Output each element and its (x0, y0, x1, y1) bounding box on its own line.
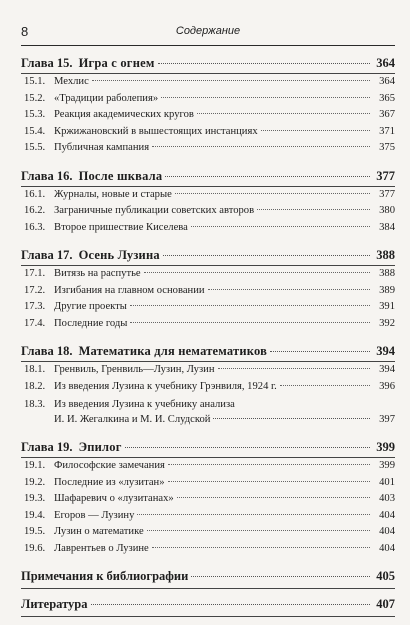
dot-leader (270, 351, 370, 352)
back-matter-notes (21, 569, 395, 589)
header-rule (21, 45, 395, 46)
back-matter-literature (21, 597, 395, 617)
section-number: 16.3. (24, 221, 46, 233)
section-number: 15.3. (24, 109, 46, 120)
dot-leader (257, 209, 370, 210)
section-title: Кржижановский в вышестоящих инстанциях (54, 125, 258, 137)
chapter-16 (21, 169, 395, 239)
dot-leader (91, 604, 370, 605)
section-title: «Традиции раболепия» (54, 92, 159, 104)
section-number: 18.1. (24, 364, 46, 375)
section-item (21, 222, 395, 239)
dot-leader (175, 193, 370, 194)
section-page: 384 (379, 221, 395, 233)
dot-leader (163, 255, 370, 256)
section-item (21, 493, 395, 510)
section-item (21, 364, 395, 381)
dot-leader (152, 547, 370, 548)
back-matter-title: Примечания к библиографии (21, 569, 189, 583)
section-item (21, 510, 395, 527)
section-number: 15.4. (24, 125, 46, 137)
chapter-number: Глава 17. (21, 248, 73, 262)
section-item (21, 142, 395, 159)
dot-leader (197, 113, 370, 114)
running-title: Содержание (175, 25, 241, 37)
back-matter-title: Литература (21, 597, 88, 611)
dot-leader (191, 576, 370, 577)
section-page: 380 (379, 205, 395, 216)
chapter-rule (21, 73, 395, 74)
section-title: Публичная кампания (54, 142, 150, 153)
section-page: 404 (379, 526, 395, 537)
section-page: 375 (379, 142, 395, 153)
dot-leader (177, 497, 370, 498)
section-item (21, 109, 395, 126)
dot-leader (161, 97, 370, 98)
chapter-page: 394 (376, 344, 395, 358)
section-title-last-line (54, 414, 395, 431)
dot-leader (218, 368, 371, 369)
section-item (21, 189, 395, 206)
section-page: 399 (379, 460, 395, 471)
dot-leader (208, 289, 370, 290)
section-title-block (54, 397, 395, 430)
section-number: 19.1. (24, 460, 46, 471)
section-title: Философские замечания (54, 460, 165, 471)
chapter-page: 399 (376, 440, 395, 454)
chapter-title: Игра с огнем (78, 56, 155, 70)
section-number: 18.3. (24, 399, 46, 410)
section-number: 17.3. (24, 301, 46, 312)
section-page: 389 (379, 284, 395, 296)
section-item (21, 460, 395, 477)
section-number: 16.2. (24, 205, 46, 216)
dot-leader (144, 272, 370, 273)
chapter-18 (21, 344, 395, 430)
section-number: 16.1. (24, 188, 46, 200)
dot-leader (125, 447, 370, 448)
section-page: 364 (379, 76, 395, 87)
dot-leader (137, 514, 370, 515)
section-title-line: Из введения Лузина к учебнику анализа (54, 399, 235, 410)
dot-leader (147, 530, 370, 531)
chapter-page: 364 (376, 56, 395, 70)
dot-leader (92, 80, 370, 81)
section-page: 367 (379, 109, 395, 120)
chapter-17 (21, 248, 395, 334)
section-item (21, 205, 395, 222)
dot-leader (152, 146, 370, 147)
section-title: Последние годы (54, 317, 128, 329)
section-item (21, 381, 395, 398)
section-item (21, 93, 395, 110)
dot-leader (280, 385, 370, 386)
section-number: 19.4. (24, 509, 46, 521)
dot-leader (191, 226, 370, 227)
chapter-number: Глава 15. (21, 56, 73, 70)
section-page: 377 (379, 188, 395, 200)
dot-leader (168, 464, 370, 465)
section-item (21, 397, 395, 430)
section-number: 19.2. (24, 476, 46, 488)
section-title: Витязь на распутье (54, 268, 141, 279)
dot-leader (168, 481, 370, 482)
section-title: Гренвиль, Гренвиль—Лузин, Лузин (54, 364, 215, 375)
dot-leader (130, 322, 370, 323)
chapter-19 (21, 440, 395, 559)
section-item (21, 526, 395, 543)
section-number: 15.1. (24, 76, 46, 87)
section-page: 404 (379, 509, 395, 521)
back-matter-page: 405 (376, 569, 395, 583)
section-title: Реакция академических кругов (54, 109, 194, 120)
section-page: 391 (379, 301, 395, 312)
dot-leader (213, 418, 370, 419)
chapter-title: Эпилог (78, 440, 122, 454)
dot-leader (165, 176, 370, 177)
chapter-15 (21, 56, 395, 159)
section-title: Мехлис (54, 76, 89, 87)
back-matter-rule (21, 588, 395, 589)
section-number: 15.5. (24, 142, 46, 153)
chapter-title: После шквала (78, 168, 163, 183)
section-page: 397 (379, 413, 395, 425)
section-item (21, 301, 395, 318)
section-page: 394 (379, 364, 395, 375)
section-page: 365 (379, 92, 395, 104)
section-number: 17.2. (24, 284, 46, 296)
section-title: Журналы, новые и старые (54, 188, 172, 200)
dot-leader (261, 130, 370, 131)
chapter-number: Глава 16. (21, 168, 73, 183)
section-number: 17.1. (24, 268, 46, 279)
section-title: И. И. Жегалкина и М. И. Слудской (54, 413, 211, 425)
section-title: Из введения Лузина к учебнику Грэнвиля, 1924 г. (54, 380, 277, 392)
chapter-number: Глава 18. (21, 344, 73, 358)
section-item (21, 318, 395, 335)
section-page: 401 (379, 476, 395, 488)
chapter-rule (21, 457, 395, 458)
section-number: 18.2. (24, 380, 46, 392)
page-number: 8 (21, 24, 29, 39)
section-title: Шафаревич о «лузитанах» (54, 493, 174, 504)
dot-leader (158, 63, 370, 64)
chapter-title: Математика для нематематиков (78, 344, 268, 358)
back-matter-page: 407 (376, 597, 395, 611)
section-number: 17.4. (24, 317, 46, 329)
section-page: 404 (379, 542, 395, 554)
section-number: 19.6. (24, 542, 46, 554)
running-header (21, 24, 395, 44)
section-title: Лузин о математике (54, 526, 144, 537)
chapter-rule (21, 265, 395, 266)
section-title: Последние из «лузитан» (54, 476, 165, 488)
section-item (21, 285, 395, 302)
chapter-rule (21, 186, 395, 187)
chapter-rule (21, 361, 395, 362)
section-page: 388 (379, 268, 395, 279)
section-title: Другие проекты (54, 301, 127, 312)
section-page: 403 (379, 493, 395, 504)
chapter-number: Глава 19. (21, 440, 73, 454)
section-page: 392 (379, 317, 395, 329)
section-number: 19.3. (24, 493, 46, 504)
table-of-contents (21, 56, 395, 625)
section-title: Второе пришествие Киселева (54, 221, 188, 233)
section-page: 371 (379, 125, 395, 137)
section-title: Заграничные публикации советских авторов (54, 205, 255, 216)
section-number: 15.2. (24, 92, 46, 104)
section-title: Егоров — Лузину (54, 509, 135, 521)
section-item (21, 126, 395, 143)
section-item (21, 477, 395, 494)
section-item (21, 268, 395, 285)
back-matter-rule (21, 616, 395, 617)
section-title: Лаврентьев о Лузине (54, 542, 149, 554)
section-item (21, 76, 395, 93)
chapter-page: 388 (376, 248, 395, 262)
section-number: 19.5. (24, 526, 46, 537)
section-title: Изгибания на главном основании (54, 284, 205, 296)
section-page: 396 (379, 380, 395, 392)
chapter-title: Осень Лузина (78, 248, 160, 262)
dot-leader (130, 305, 370, 306)
chapter-page: 377 (376, 168, 395, 183)
